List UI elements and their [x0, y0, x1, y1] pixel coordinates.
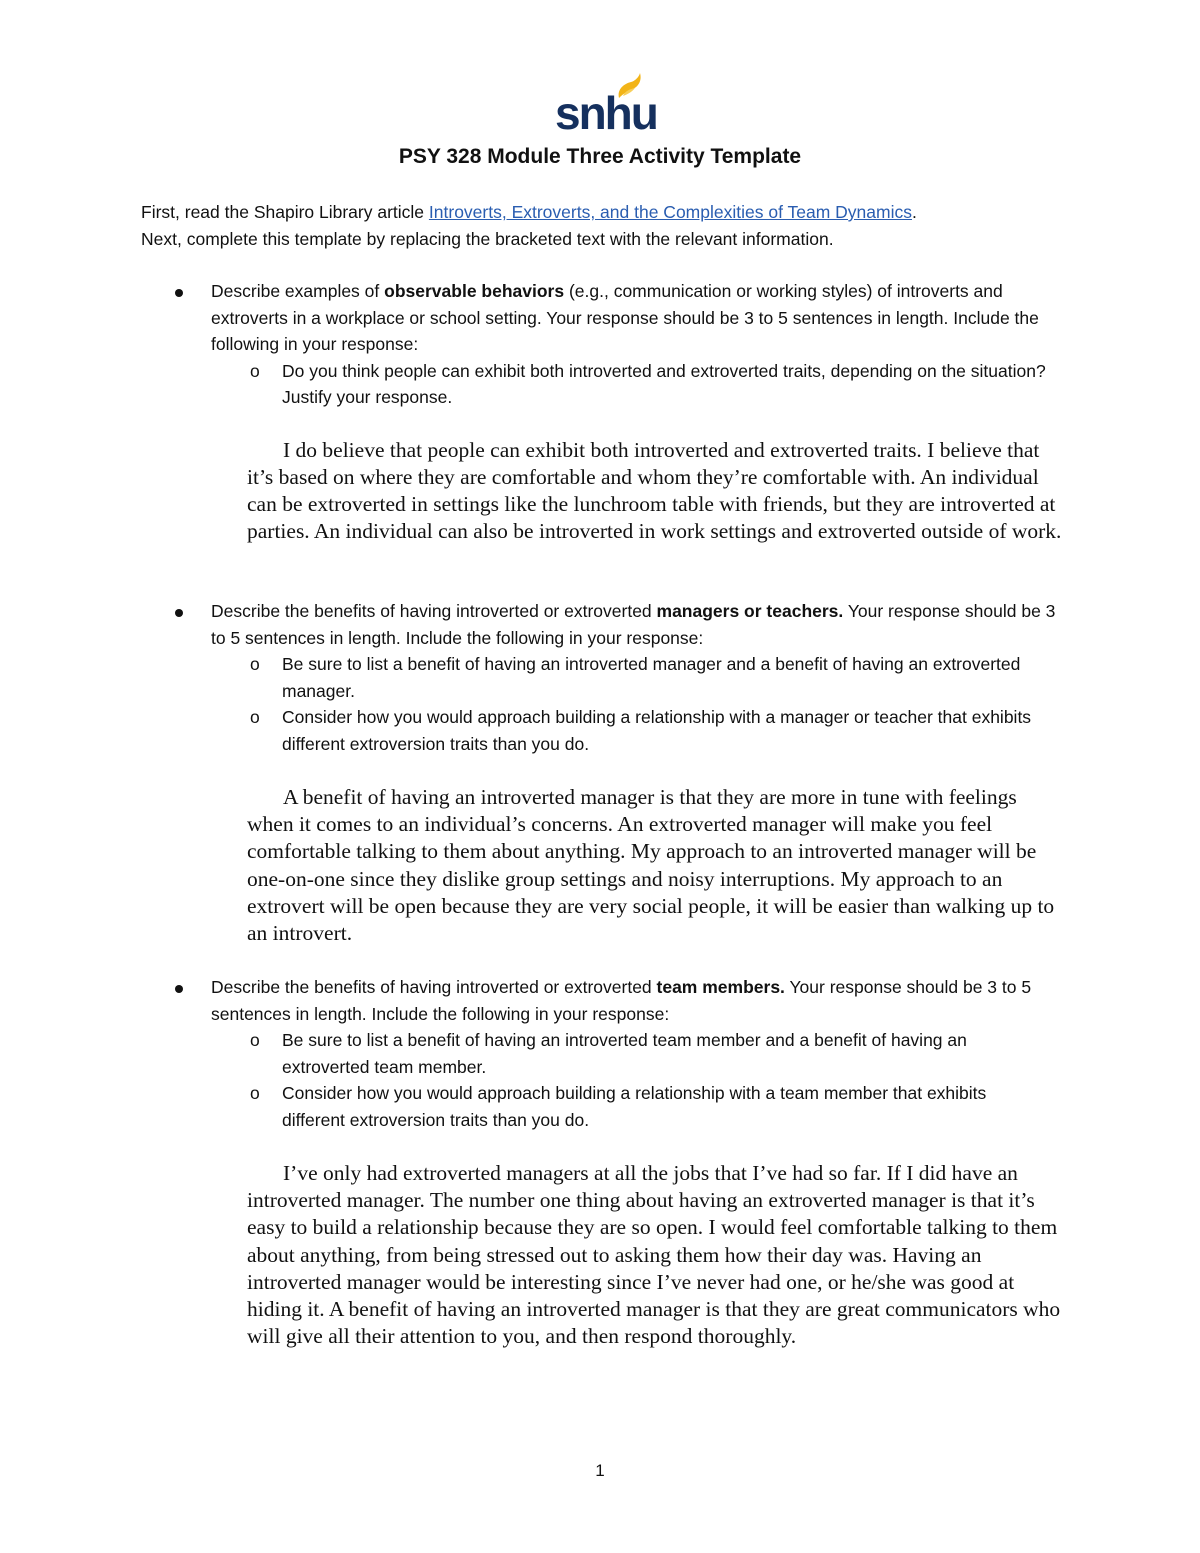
sub-item	[0, 704, 1200, 757]
prompt-text	[211, 974, 1066, 1027]
sub-bullet-marker: o	[250, 360, 260, 381]
answer-paragraph: I’ve only had extroverted managers at all the jobs that I’ve had so far. If I did have an introverted manager. The number one thing about having an extroverted manager is that it’s easy to build a relationship because they are so open. I would feel comfortable talking to them about anything, from being stressed out to asking them how their day was. Having an introverted manager would be interesting since I’ve never had one, or he/she was good at hiding it. A benefit of having an introverted manager is that they are great communicators who will give all their attention to you, and then respond thoroughly.	[247, 1161, 1061, 1349]
sub-bullet-marker: o	[250, 707, 260, 727]
article-link[interactable]: Introverts, Extroverts, and the Complexities of Team Dynamics	[428, 202, 912, 222]
section-team-members	[0, 974, 1200, 1350]
prompt-suffix: Your response should be 3 to 5 sentences in length. Include the following in your response:	[211, 601, 1056, 648]
prompt-prefix: Describe examples of	[211, 281, 385, 301]
prompt-bold: team members.	[656, 977, 785, 997]
bullet-item	[0, 278, 1200, 358]
prompt-prefix: Describe the benefits of having introverted or extroverted	[211, 977, 657, 997]
sub-bullet-marker: o	[250, 654, 260, 674]
section-observable-behaviors	[0, 278, 1200, 545]
sub-item-text: Be sure to list a benefit of having an introverted team member and a benefit of having an extroverted team member.	[282, 1030, 967, 1077]
intro-line1-prefix: First, read the Shapiro Library article	[141, 202, 429, 222]
prompt-bold: observable behaviors	[384, 281, 565, 301]
answer-paragraph: A benefit of having an introverted manager is that they are more in tune with feelings when it comes to an individual’s concerns. An extroverted manager will make you feel comfortable talking to them about anything. My approach to an introverted manager will be one-on-one since they dislike group settings and noisy interruptions. My approach to an extrovert will be open because they are very social people, it will be easier than walking up to an introvert.	[247, 785, 1055, 946]
prompt-text	[211, 598, 1066, 651]
prompt-text	[211, 278, 1066, 358]
page-title: PSY 328 Module Three Activity Template	[398, 145, 802, 168]
prompt-bold: managers or teachers.	[656, 601, 844, 621]
sub-item	[0, 651, 1200, 704]
sub-item-text: Consider how you would approach building a relationship with a team member that exhibits different extroversion traits than you do.	[282, 1083, 987, 1130]
bullet-icon	[175, 609, 183, 617]
snhu-logo	[555, 72, 657, 139]
intro-paragraph	[141, 199, 1101, 252]
sub-item	[0, 1080, 1200, 1133]
sub-item	[0, 1027, 1200, 1080]
answer-paragraph: I do believe that people can exhibit both introverted and extroverted traits. I believe that it’s based on where they are comfortable and whom they’re comfortable with. An individual can be extroverted in settings like the lunchroom table with friends, but they are introverted at parties. An individual can also be introverted in work settings and extroverted outside of work.	[247, 437, 1062, 544]
sub-item	[0, 358, 1200, 411]
intro-line1-suffix: .	[911, 202, 917, 222]
logo-wordmark: snhu	[555, 87, 657, 139]
page-number: 1	[595, 1461, 605, 1480]
sub-bullet-marker: o	[250, 1030, 260, 1050]
intro-line2: Next, complete this template by replacing the bracketed text with the relevant information.	[141, 228, 834, 249]
sub-item-text: Consider how you would approach building a relationship with a manager or teacher that exhibits different extroversion traits than you do.	[282, 707, 1032, 754]
bullet-item	[0, 598, 1200, 651]
prompt-suffix: (e.g., communication or working styles) of introverts and extroverts in a workplace or school setting. Your response should be 3 to 5 sentences in length. Include the following in your response:	[211, 281, 1039, 354]
sub-bullet-marker: o	[250, 1083, 260, 1103]
bullet-item	[0, 974, 1200, 1027]
sub-item-text: Do you think people can exhibit both introverted and extroverted traits, depending on the situation? Justify your response.	[282, 360, 1046, 407]
prompt-prefix: Describe the benefits of having introverted or extroverted	[211, 601, 657, 621]
section-managers-teachers	[0, 598, 1200, 947]
sub-item-text: Be sure to list a benefit of having an introverted manager and a benefit of having an extroverted manager.	[282, 654, 1021, 701]
prompt-suffix: Your response should be 3 to 5 sentences in length. Include the following in your response:	[211, 977, 1032, 1024]
bullet-icon	[175, 289, 183, 297]
bullet-icon	[175, 985, 183, 993]
